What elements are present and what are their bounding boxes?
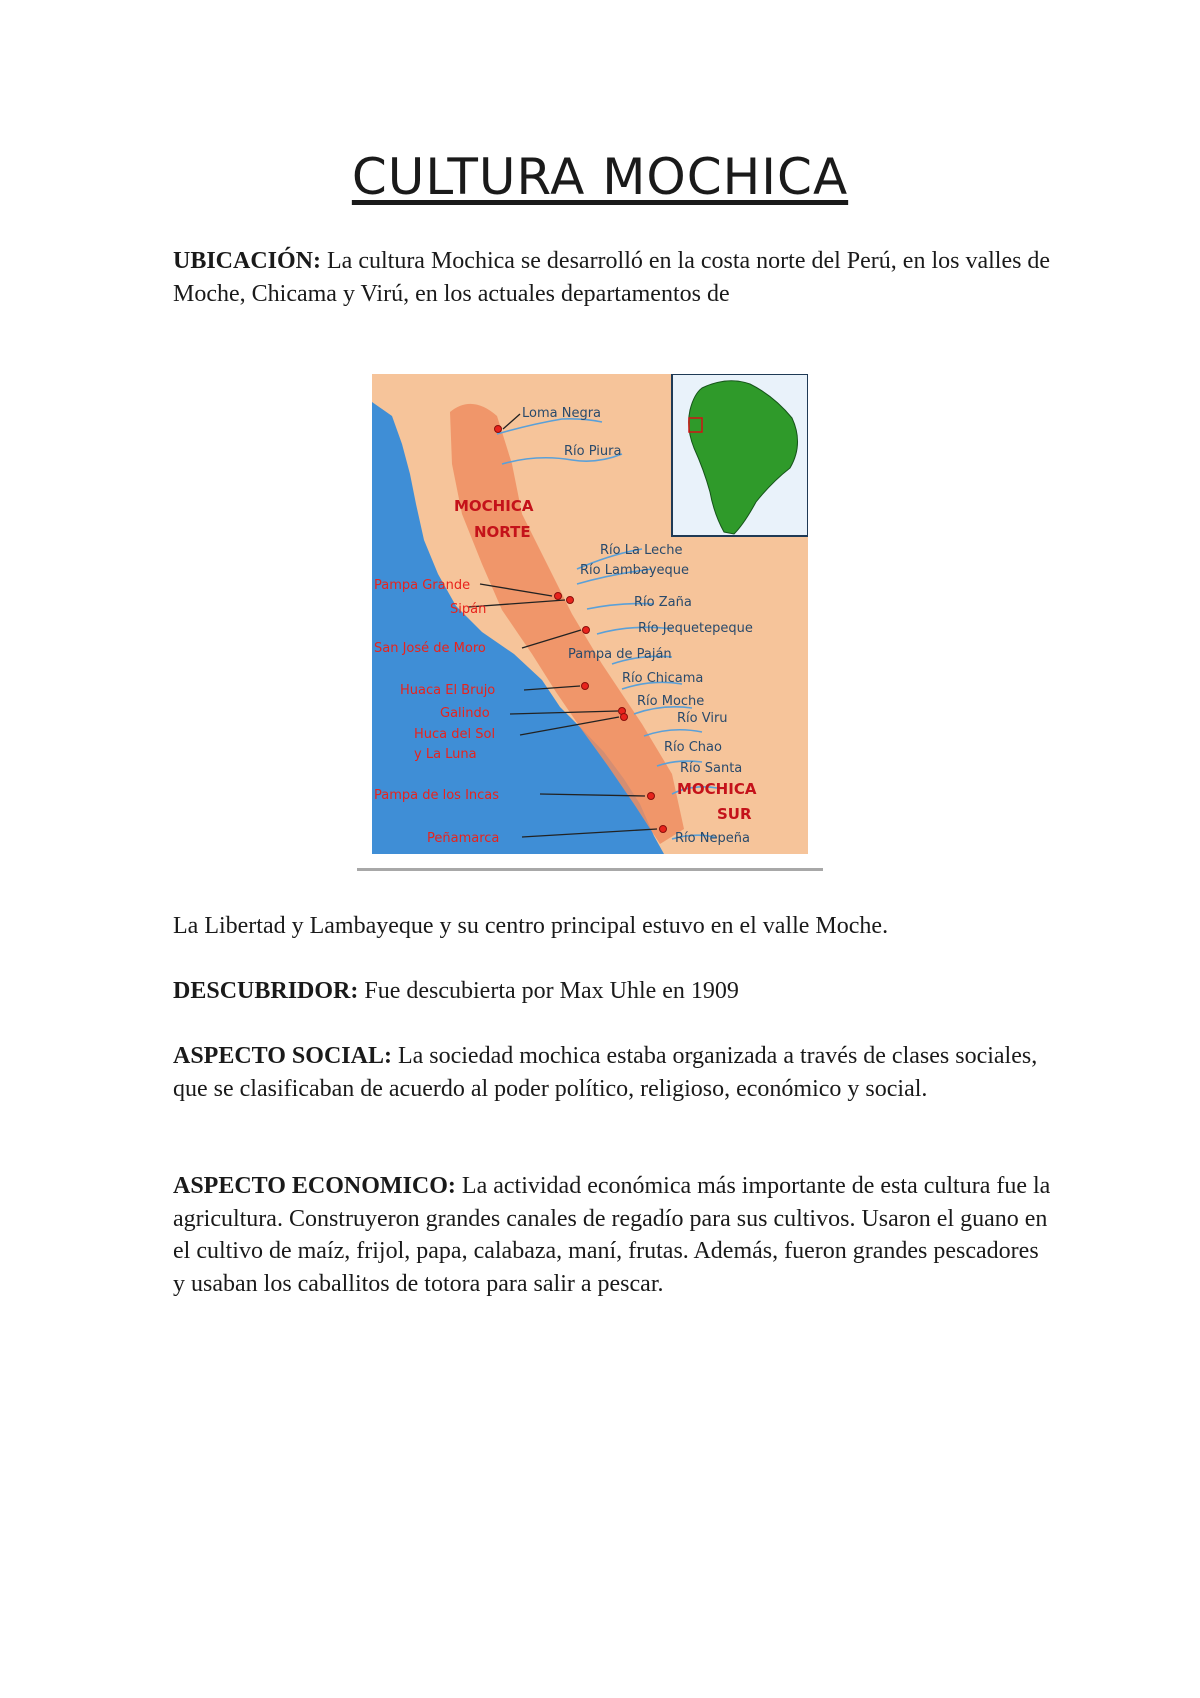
aspecto-social-label: ASPECTO SOCIAL:	[173, 1043, 392, 1069]
map-river-label: Río Chicama	[622, 671, 704, 686]
map-site-label: Pampa de los Incas	[374, 788, 500, 803]
map-region-sur-2: SUR	[717, 805, 752, 823]
ubicacion-label: UBICACIÓN:	[173, 248, 322, 274]
descubridor-label: DESCUBRIDOR:	[173, 978, 359, 1004]
aspecto-economico-label: ASPECTO ECONOMICO:	[173, 1173, 456, 1199]
map-river-label: Río Zaña	[634, 595, 692, 610]
map-region-norte-2: NORTE	[474, 523, 531, 541]
map-river-label: Río Viru	[677, 711, 728, 726]
aspecto-economico-text: La actividad económica más importante de esta cultura fue la agricultura. Construyeron grandes canales de regadío para sus cultivos. Usaron el guano en el cultivo de maíz, frijol, papa, calabaza, maní, frutas. Además, fueron grandes pescadores y usaban los caballitos de totora para salir a pescar.	[173, 1173, 1051, 1297]
map-site-label: Huca del Sol	[414, 727, 496, 742]
map-site-label: Sipán	[450, 602, 487, 617]
map-river-label: Río Nepeña	[675, 831, 750, 846]
map-river-label: Río Santa	[680, 761, 743, 776]
map-river-label: Río La Leche	[600, 543, 683, 558]
section-descubridor	[173, 975, 1053, 1008]
map-site-label: y La Luna	[414, 747, 477, 762]
map-region-sur-1: MOCHICA	[677, 780, 757, 798]
page-title: CULTURA MOCHICA	[351, 148, 849, 206]
map-river-label: Pampa de Paján	[568, 647, 672, 662]
aspecto-social-text: La sociedad mochica estaba organizada a través de clases sociales, que se clasificaban de acuerdo al poder político, religioso, económico y social.	[173, 1043, 1038, 1102]
map-river-label: Río Chao	[664, 740, 722, 755]
map-site-label: Galindo	[440, 706, 490, 721]
map-site-label: Huaca El Brujo	[400, 683, 496, 698]
map-site-label: San José de Moro	[374, 641, 486, 656]
map-site-label: Pampa Grande	[374, 578, 471, 593]
map-site-label: Loma Negra	[522, 406, 602, 421]
mochica-map	[372, 374, 808, 854]
map-river-label: Río Jequetepeque	[638, 621, 753, 636]
map-river-label: Río Moche	[637, 694, 705, 709]
section-ubicacion	[173, 245, 1053, 310]
map-site-label: Peñamarca	[427, 831, 500, 846]
map-river-label: Río Lambayeque	[580, 563, 690, 578]
ubicacion-continuation: La Libertad y Lambayeque y su centro principal estuvo en el valle Moche.	[173, 913, 889, 939]
map-region-norte-1: MOCHICA	[454, 497, 534, 515]
map-river-label: Río Piura	[564, 444, 622, 459]
descubridor-text: Fue descubierta por Max Uhle en 1909	[358, 978, 739, 1004]
section-aspecto-economico	[173, 1170, 1053, 1300]
section-aspecto-social	[173, 1040, 1053, 1105]
map-divider	[357, 868, 823, 871]
ubicacion-text: La cultura Mochica se desarrolló en la costa norte del Perú, en los valles de Moche, Chicama y Virú, en los actuales departamentos de	[173, 248, 1051, 307]
